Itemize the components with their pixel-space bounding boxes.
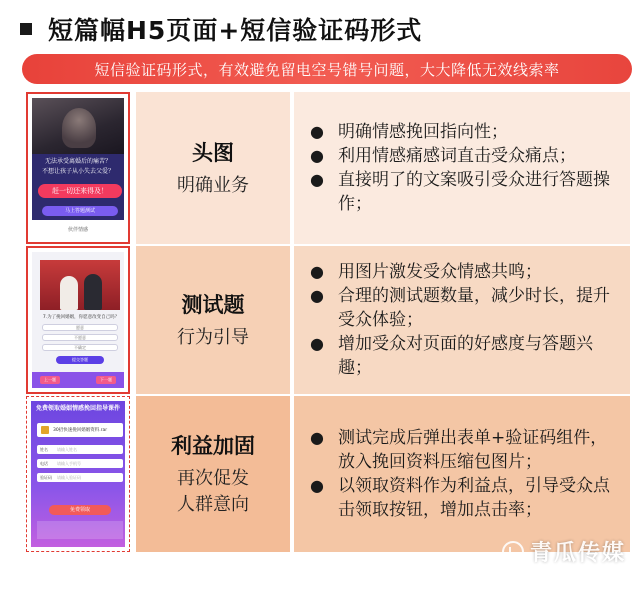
quiz-nav-bar — [32, 372, 124, 388]
field-label: 姓名 — [40, 447, 48, 452]
section-label-sub: 人群意向 — [177, 494, 249, 515]
list-item — [310, 332, 620, 380]
banner-text: 短信验证码形式，有效避免留电空号错号问题，大大降低无效线索率 — [94, 60, 560, 79]
point-list — [310, 120, 620, 216]
file-name: 30招快速挽回婚姻资料.rar — [53, 428, 108, 433]
phone-preview-frame — [26, 246, 130, 394]
phone-preview-frame — [26, 92, 130, 244]
section-description — [294, 246, 630, 394]
sad-woman-photo — [32, 98, 124, 154]
phone-start-button[interactable]: 马上答题测试 — [42, 206, 118, 216]
form-headline: 免费领取婚姻情感挽回指导课件 — [35, 405, 120, 412]
list-item — [310, 144, 620, 168]
section-label-title: 头图 — [192, 141, 234, 165]
point-text: 增加受众对页面的好感度与答题兴趣； — [338, 334, 593, 378]
black-circle-bullet-icon: ● — [310, 428, 324, 447]
section-label-title: 利益加固 — [171, 434, 255, 458]
black-circle-bullet-icon: ● — [310, 476, 324, 495]
point-text: 利用情感痛感词直击受众痛点； — [338, 146, 576, 166]
free-claim-button[interactable]: 免费领取 — [49, 505, 111, 515]
section-row-benefit — [26, 396, 630, 552]
phone-field[interactable] — [37, 459, 123, 468]
section-description — [294, 396, 630, 552]
download-file-card — [37, 423, 123, 437]
field-label: 电话 — [40, 461, 48, 466]
list-item — [310, 426, 620, 474]
point-text: 以领取资料作为利益点，引导受众点击领取按钮，增加点击率； — [338, 476, 610, 520]
point-text: 直接明了的文案吸引受众进行答题操作； — [338, 170, 610, 214]
black-circle-bullet-icon: ● — [310, 122, 324, 141]
next-question-button[interactable]: 下一题 — [96, 376, 116, 384]
wedding-photo — [40, 260, 120, 310]
quiz-question: 7.为了挽回婚姻，你愿意改变自己吗？ — [42, 315, 120, 320]
form-notes — [37, 521, 123, 539]
section-label-sub: 再次促发 — [177, 468, 249, 489]
section-label — [136, 92, 290, 244]
page-title: 短篇幅H5页面+短信验证码形式 — [48, 16, 423, 45]
watermark-text: 青瓜传媒 — [529, 541, 626, 566]
verification-code-field[interactable] — [37, 473, 123, 482]
section-description — [294, 92, 630, 244]
field-placeholder: 请输入姓名 — [57, 447, 77, 452]
person-figure-icon — [62, 108, 96, 148]
bride-figure-icon — [60, 276, 78, 310]
phone-headline-1: 无法承受离婚后的痛苦？ — [44, 158, 111, 165]
watermark — [502, 536, 626, 567]
phone-preview-frame — [26, 396, 130, 552]
name-field[interactable] — [37, 445, 123, 454]
point-list — [310, 260, 620, 380]
point-list — [310, 426, 620, 522]
phone-footer — [32, 220, 124, 238]
section-label — [136, 396, 290, 552]
quiz-submit-button[interactable]: 提交答题 — [56, 356, 104, 364]
section-row-quiz — [26, 246, 630, 394]
phone-preview-quiz — [32, 252, 124, 388]
section-label — [136, 246, 290, 394]
zip-file-icon — [41, 426, 49, 434]
groom-figure-icon — [84, 274, 102, 310]
phone-footer-brand: 伙伴情感 — [68, 227, 89, 233]
list-item — [310, 474, 620, 522]
prev-question-button[interactable]: 上一题 — [40, 376, 60, 384]
list-item — [310, 284, 620, 332]
phone-red-label: 赶一切还来得及！ — [38, 184, 122, 198]
field-placeholder: 请输入验证码 — [57, 475, 81, 480]
section-row-header-image — [26, 92, 630, 244]
point-text: 合理的测试题数量，减少时长，提升受众体验； — [338, 286, 610, 330]
field-placeholder: 请输入手机号 — [57, 461, 81, 466]
summary-banner — [22, 54, 632, 84]
page-title-row — [20, 12, 422, 46]
point-text: 测试完成后弹出表单+验证码组件，放入挽回资料压缩包图片； — [338, 428, 608, 472]
black-circle-bullet-icon: ● — [310, 334, 324, 353]
quiz-option[interactable]: 不确定 — [42, 344, 118, 351]
section-label-sub: 明确业务 — [177, 175, 249, 196]
black-circle-bullet-icon: ● — [310, 286, 324, 305]
square-bullet-icon — [20, 23, 32, 35]
point-text: 明确情感挽回指向性； — [338, 122, 508, 142]
list-item — [310, 260, 620, 284]
list-item — [310, 120, 620, 144]
qinggua-logo-icon — [502, 541, 524, 563]
section-label-sub: 行为引导 — [177, 327, 249, 348]
field-label: 验证码 — [40, 475, 52, 480]
quiz-option[interactable]: 愿意 — [42, 324, 118, 331]
phone-headline-2: 不想让孩子从小失去父爱？ — [41, 168, 114, 175]
section-label-title: 测试题 — [181, 293, 245, 317]
black-circle-bullet-icon: ● — [310, 146, 324, 165]
point-text: 用图片激发受众情感共鸣； — [338, 262, 542, 282]
black-circle-bullet-icon: ● — [310, 170, 324, 189]
list-item — [310, 168, 620, 216]
phone-preview-form — [31, 401, 125, 547]
quiz-option[interactable]: 不愿意 — [42, 334, 118, 341]
phone-preview-header-image — [32, 98, 124, 238]
black-circle-bullet-icon: ● — [310, 262, 324, 281]
